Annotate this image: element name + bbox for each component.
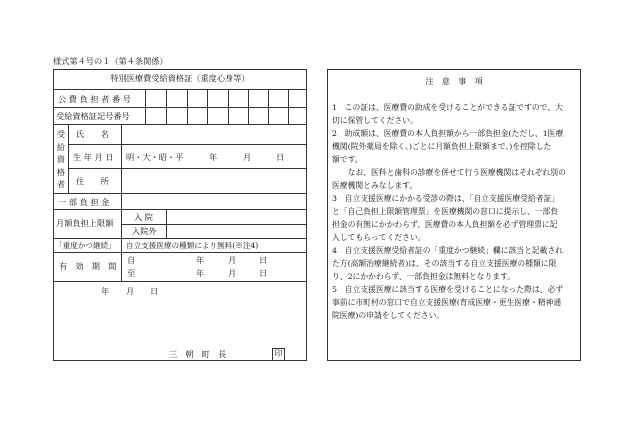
dob-era-options: 明・大・昭・平 [126, 152, 184, 162]
note-line: 2 助成額は、医療費の本人負担額から一部負担金(ただし、1医療 [332, 129, 564, 138]
form-number-label: 様式第４号の１（第４条関係） [53, 56, 168, 66]
issue-day: 日 [150, 286, 159, 296]
note-line: 4 自立支援医療受給者証の「重度かつ継続」欄に該当と記載され [332, 246, 564, 255]
validity-from-label: 自 [127, 255, 136, 265]
name-label: 氏 名 [76, 129, 109, 139]
note-line: 事前に市町村の窓口で自立支援医療(育成医療・更生医療・精神通 [332, 298, 562, 307]
note-line: なお、医科と歯科の診療を併せて行う医療機関はそれぞれ別の [332, 168, 566, 177]
note-line: 1 この証は、医療費の助成を受けることができる証ですので、大 [332, 103, 563, 112]
issue-year: 年 [101, 286, 110, 296]
official-seal: 印 [272, 348, 285, 361]
note-line: 切に保管してください。 [332, 116, 418, 125]
validity-from-month: 月 [228, 255, 237, 265]
monthly-limit-label: 月額負担上限額 [56, 218, 114, 228]
public-payer-number-label: 公 費 負 担 者 番 号 [58, 94, 131, 104]
recipient-number-label: 受給資格証記号番号 [56, 111, 130, 121]
address-label: 住 所 [76, 176, 109, 186]
note-line: 5 自立支援医療に該当する医療を受けることになった際は、必ず [332, 285, 564, 294]
note-line: 入してもらってください。 [332, 233, 426, 242]
validity-from-day: 日 [259, 255, 268, 265]
validity-to-day: 日 [259, 268, 268, 278]
dob-day-unit: 日 [276, 152, 285, 162]
copay-label: 一 部 負 担 金 [58, 197, 110, 207]
severe-continuous-label: 「重度かつ継続」 [55, 241, 116, 250]
note-line: た方(高額治療継続者)は、その該当する自立支援医療の種類に限 [332, 259, 557, 268]
validity-to-label: 至 [127, 268, 136, 278]
dob-month-unit: 月 [243, 152, 252, 162]
note-line: 機関(院外薬局を除く。)ごとに月額負担上限額まで。)を控除した [332, 142, 552, 151]
dob-year-unit: 年 [209, 152, 218, 162]
issue-month: 月 [126, 286, 135, 296]
validity-to-month: 月 [228, 268, 237, 278]
inpatient-label: 入 院 [134, 212, 153, 222]
note-line: 担金の有無にかかわらず、医療費の本人負担額を必ず管理票に記 [332, 220, 558, 229]
validity-from-year: 年 [196, 255, 205, 265]
validity-period-label: 有 効 期 間 [59, 261, 117, 271]
certificate-title: 特別医療費受給資格証（重度心身等） [110, 73, 250, 83]
note-line: り、2にかかわらず、一部負担金は無料となります。 [332, 272, 516, 281]
severe-continuous-value: 自立支援医療の種類により無料(※注4) [126, 241, 259, 250]
note-line: 医療機関とみなします。 [332, 181, 418, 190]
issuer-name: 三 朝 町 長 [169, 349, 227, 359]
recipient-group-label: 受 給 資 格 者 [56, 129, 66, 189]
note-line: と「自己負担上限額管理票」を医療機関の窓口に提示し、一部負 [332, 207, 559, 216]
validity-to-year: 年 [196, 268, 205, 278]
outpatient-label: 入院外 [132, 226, 157, 236]
notes-title: 注 意 事 項 [425, 76, 483, 86]
note-line: 院医療)の申請をしてください。 [332, 311, 445, 320]
note-line: 額です。 [332, 155, 363, 164]
dob-label: 生 年 月 日 [73, 152, 114, 162]
note-line: 3 自立支援医療にかかる受診の際は、「自立支援医療受給者証」 [332, 194, 560, 203]
